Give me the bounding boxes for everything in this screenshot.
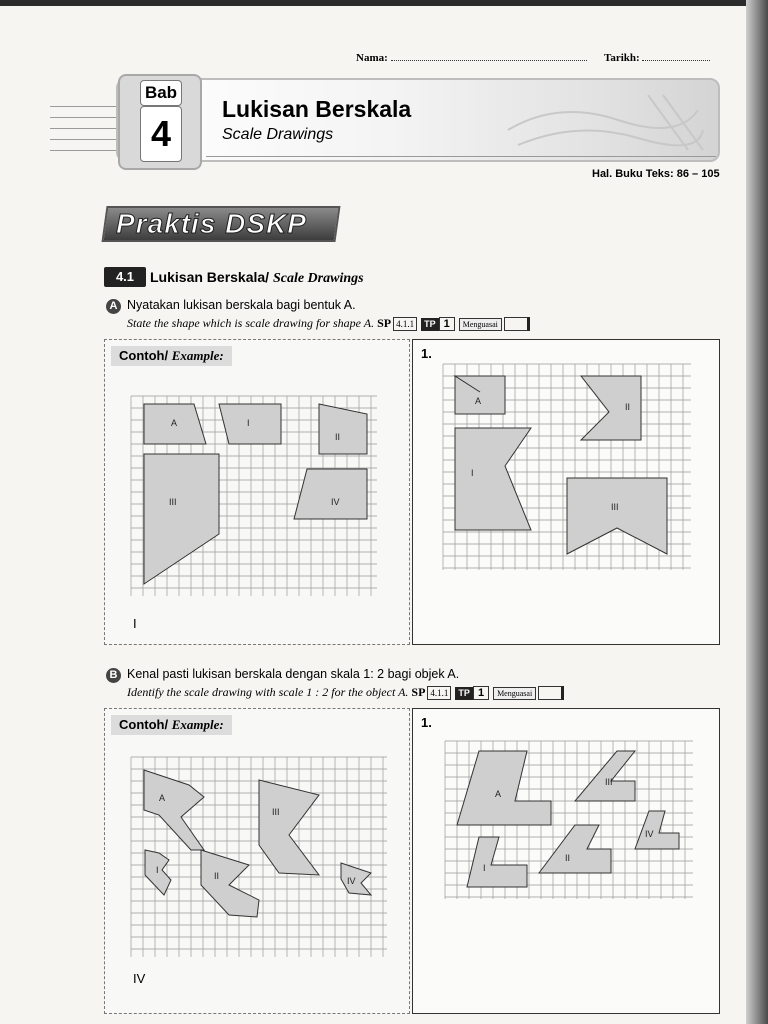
question-shape-iii <box>567 478 667 554</box>
question-label-ii: II <box>565 853 571 863</box>
example-label-ii: II <box>214 871 220 881</box>
part-a-sp-label: SP <box>377 316 392 330</box>
header-underline <box>206 156 716 157</box>
example-shape-iii <box>259 780 319 875</box>
date-blank[interactable] <box>642 50 710 61</box>
part-b-example-label-ms: Contoh/ <box>119 717 169 732</box>
example-label-a: A <box>159 793 166 803</box>
part-a-example-label-en: Example: <box>171 348 224 363</box>
part-a-instruction-en <box>127 316 530 331</box>
part-a-instruction-en-text: State the shape which is scale drawing for shape A. <box>127 316 375 330</box>
part-a-letter: A <box>106 299 121 314</box>
example-label-i: I <box>247 418 250 428</box>
part-b-question-box <box>412 708 720 1014</box>
part-b-sp-label: SP <box>411 685 426 699</box>
section-number: 4.1 <box>104 267 146 287</box>
part-a-example-label-ms: Contoh/ <box>119 348 169 363</box>
example-shape-a <box>144 770 204 850</box>
example-label-iii: III <box>272 807 280 817</box>
chapter-badge <box>118 74 202 170</box>
section-title-en: Scale Drawings <box>272 271 364 286</box>
part-b-tp-label: TP <box>455 687 473 700</box>
banner-text: Praktis DSKP <box>116 208 307 239</box>
example-label-iii: III <box>169 497 177 507</box>
question-label-i: I <box>483 863 486 873</box>
part-b-sp-code: 4.1.1 <box>427 686 451 700</box>
question-label-iv: IV <box>645 829 654 839</box>
part-b-example-label-en: Example: <box>171 717 224 732</box>
part-b-example-grid <box>129 755 389 959</box>
chapter-badge-label: Bab <box>140 80 182 106</box>
part-a-sp-code: 4.1.1 <box>393 317 417 331</box>
part-a-mastery-checkbox[interactable] <box>504 317 530 331</box>
part-a-question-box <box>412 339 720 645</box>
part-a-question-grid <box>441 362 693 572</box>
part-b-letter: B <box>106 668 121 683</box>
question-label-ii: II <box>625 402 631 412</box>
question-label-a: A <box>475 396 482 406</box>
date-field <box>604 50 710 64</box>
question-label-iii: III <box>605 777 613 787</box>
header-decor-illustration <box>498 90 708 152</box>
example-shape-i <box>219 404 281 444</box>
example-shape-ii <box>201 850 259 917</box>
part-b-mastery-label: Menguasai <box>493 687 536 700</box>
example-shape-iii <box>144 454 219 584</box>
chapter-title: Lukisan Berskala <box>222 96 412 122</box>
part-a-tp-level: 1 <box>439 317 455 331</box>
question-shape-iv <box>635 811 679 849</box>
name-field <box>356 50 587 64</box>
example-shape-ii <box>319 404 367 454</box>
question-shape-ii <box>581 376 641 440</box>
question-shape-a <box>457 751 551 825</box>
part-b-example-box <box>104 708 410 1014</box>
worksheet-page <box>0 6 746 1024</box>
part-b-instruction-en <box>127 685 564 700</box>
chapter-header <box>116 78 720 162</box>
example-label-ii: II <box>335 432 341 442</box>
chapter-number: 4 <box>140 106 182 162</box>
part-b-tp-level: 1 <box>473 686 489 700</box>
question-label-a: A <box>495 789 502 799</box>
part-a-example-label <box>111 346 232 366</box>
part-b-example-answer: IV <box>133 971 146 986</box>
question-shape-i <box>467 837 527 887</box>
header-decor-lines <box>50 106 118 154</box>
part-a-example-box <box>104 339 410 645</box>
part-a-example-grid <box>129 394 379 598</box>
part-b-example-label <box>111 715 232 735</box>
part-a-tp-label: TP <box>421 318 439 331</box>
question-shape-a <box>455 376 505 414</box>
example-label-iv: IV <box>347 876 356 886</box>
example-label-iv: IV <box>331 497 340 507</box>
question-shape-i <box>455 428 531 530</box>
part-b-instruction-en-text: Identify the scale drawing with scale 1 : 2 for the object A. <box>127 685 409 699</box>
date-label: Tarikh: <box>604 52 640 64</box>
question-shape-iii <box>575 751 635 801</box>
part-a-question-number: 1. <box>421 346 432 361</box>
name-blank[interactable] <box>391 50 587 61</box>
example-label-i: I <box>156 865 159 875</box>
section-title <box>150 269 364 287</box>
part-b-question-grid <box>443 739 695 901</box>
chapter-subtitle: Scale Drawings <box>222 126 334 143</box>
praktis-dskp-banner <box>101 206 340 242</box>
textbook-pages: Hal. Buku Teks: 86 – 105 <box>592 168 720 180</box>
part-b-mastery-checkbox[interactable] <box>538 686 564 700</box>
part-b-instruction: Kenal pasti lukisan berskala dengan skala 1: 2 bagi objek A. <box>127 667 460 681</box>
scan-right-edge <box>746 0 768 1024</box>
part-a-example-answer: I <box>133 616 137 631</box>
example-shape-iv <box>294 469 367 519</box>
part-b-question-number: 1. <box>421 715 432 730</box>
question-label-iii: III <box>611 502 619 512</box>
part-a-mastery-label: Menguasai <box>459 318 502 331</box>
question-label-i: I <box>471 468 474 478</box>
section-title-ms: Lukisan Berskala/ <box>150 269 270 285</box>
part-a-instruction: Nyatakan lukisan berskala bagi bentuk A. <box>127 298 356 312</box>
name-label: Nama: <box>356 52 388 64</box>
example-label-a: A <box>171 418 178 428</box>
example-shape-iv <box>341 863 371 895</box>
